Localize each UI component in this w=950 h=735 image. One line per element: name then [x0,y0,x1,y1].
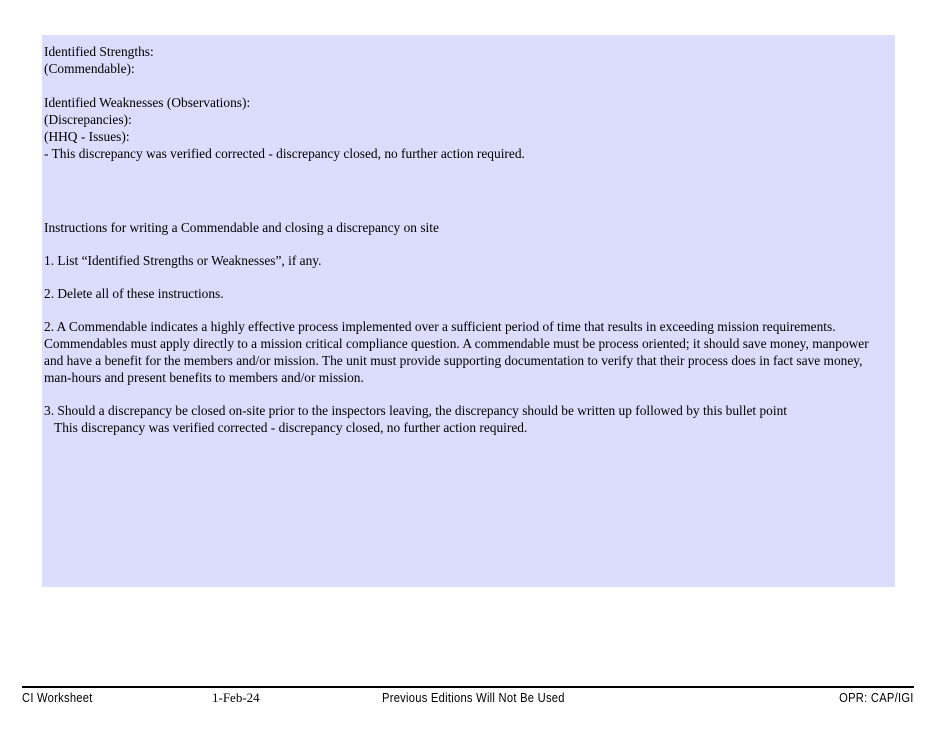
blank-line [44,302,887,318]
discrepancies-label: (Discrepancies): [44,112,132,127]
commendable-label: (Commendable): [44,61,135,76]
instruction-step-closing: 3. Should a discrepancy be closed on-site prior to the inspectors leaving, the discrepancy should be written up followed by this bullet point [44,403,788,418]
report-text-area[interactable] [42,35,895,587]
blank-space [44,162,887,219]
blank-line [44,269,887,285]
footer-opr: OPR: CAP/IGI [839,690,914,705]
strengths-heading: Identified Strengths: [44,44,154,59]
footer-form-name: CI Worksheet [22,690,93,705]
closed-discrepancy-bullet: - This discrepancy was verified corrected - discrepancy closed, no further action required. [44,146,525,161]
footer-date: 1-Feb-24 [212,690,260,705]
page-footer [22,686,914,712]
instruction-step-list: 1. List “Identified Strengths or Weaknesses”, if any. [44,253,322,268]
weaknesses-heading: Identified Weaknesses (Observations): [44,95,251,110]
blank-line [44,386,887,402]
instruction-step-delete: 2. Delete all of these instructions. [44,286,224,301]
blank-line [44,77,887,94]
instructions-title: Instructions for writing a Commendable and closing a discrepancy on site [44,220,439,235]
instruction-closing-bullet: This discrepancy was verified corrected - discrepancy closed, no further action required. [44,420,528,435]
hhq-issues-label: (HHQ - Issues): [44,129,130,144]
instruction-step-commendable: 2. A Commendable indicates a highly effective process implemented over a sufficient period of time that results in exceeding mission requirements. Commendables must apply directly to a mission critical compliance question. A commendable must be process oriented; it should save money, manpower and have a benefit for the members and/or mission. The unit must provide supporting documentation to verify that their process does in fact save money, man-hours and present benefits to members and/or mission. [44,319,869,385]
blank-line [44,236,887,252]
footer-editions-notice: Previous Editions Will Not Be Used [382,690,565,705]
